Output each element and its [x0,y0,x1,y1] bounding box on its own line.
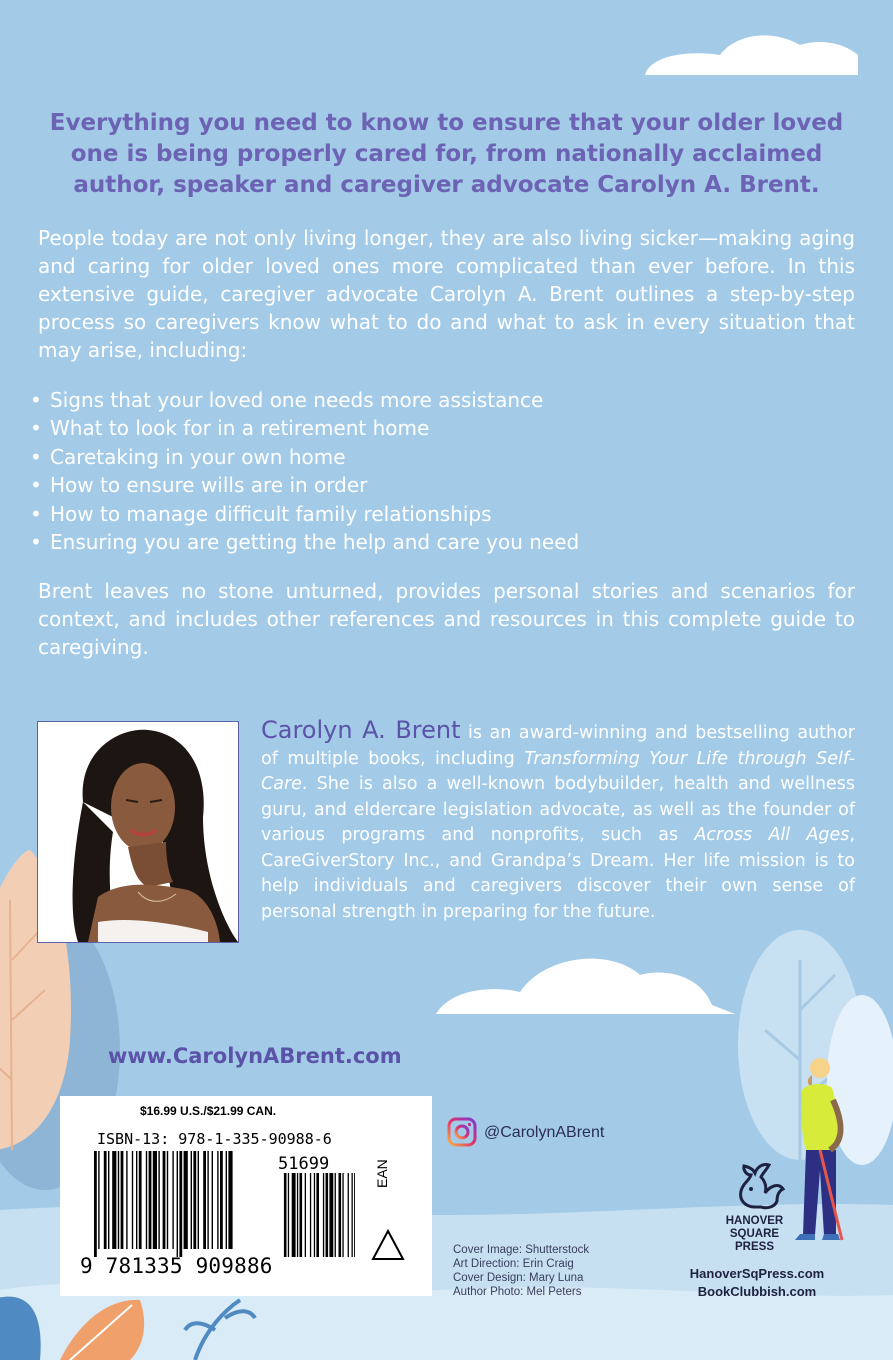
barcode-bar [212,1151,213,1249]
barcode-bar [217,1151,218,1249]
addon-bar [335,1173,336,1257]
topic-list [30,386,850,556]
barcode-bar [104,1151,107,1249]
barcode-bar [94,1151,97,1257]
barcode-bar [198,1151,199,1249]
barcode-bar [153,1151,157,1249]
barcode-bar [184,1151,188,1249]
bookclub-site[interactable]: BookClubbish.com [697,1284,817,1299]
list-item: • How to ensure wills are in order [30,471,850,499]
addon-bar [284,1173,287,1257]
price-label: $16.99 U.S./$21.99 CAN. [140,1104,277,1118]
barcode-bar [193,1151,196,1249]
social-handle[interactable]: @CarolynABrent [484,1124,605,1141]
list-item: • What to look for in a retirement home [30,414,850,442]
addon-bar [314,1173,315,1257]
author-photo [37,721,239,943]
cloud-middle [436,959,735,1014]
headline: Everything you need to know to ensure that your older loved one is being properly cared for, from nationally acclaimed author, speaker and caregiver advocate Carolyn A. Brent. [49,110,844,198]
triangle-icon [370,1228,406,1262]
barcode-bar [136,1151,137,1249]
closing-paragraph: Brent leaves no stone unturned, provides personal stories and scenarios for context, and includes other references and resources in this complete guide to caregiving. [38,579,855,659]
addon-bar [297,1173,298,1257]
ean-label: EAN [374,1159,390,1188]
addon-bar [348,1173,349,1257]
addon-digits: 51699 [278,1154,330,1174]
addon-bar [354,1173,355,1257]
barcode-bar [163,1151,166,1249]
addon-bar [316,1173,319,1257]
barcode-bar [132,1151,133,1249]
publisher-websites [682,1265,832,1301]
cover-credits [453,1243,589,1299]
addon-bar [323,1173,324,1257]
barcode-bar [118,1151,119,1249]
barcode-bar [226,1151,227,1249]
program-name: Across All Ages [694,825,850,845]
barcode-bar [177,1151,178,1257]
barcode-bar [98,1151,99,1249]
barcode-bar [139,1151,142,1249]
addon-bar [300,1173,303,1257]
author-name: Carolyn A. Brent [261,716,461,744]
cloud-top [645,35,858,75]
barcode-bar [220,1151,223,1249]
publisher-name: HANOVER SQUARE PRESS [725,1215,784,1253]
squirrel-logo-icon [727,1155,787,1213]
credit-line: Cover Image: Shutterstock [453,1244,590,1256]
addon-bar [288,1173,289,1257]
barcode-bar [108,1151,109,1249]
list-item: • Signs that your loved one needs more assistance [30,386,850,414]
addon-bar [326,1173,329,1257]
author-bio: Carolyn A. Brent is an award-winning and bestselling author of multiple books, including Transforming Your Life through Self-Care. She is also a well-known bodybuilder, health and wellness guru, and eldercare legislation advocate, as well as the founder of various programs and nonprofits, such as Across All Ages, CareGiverStory Inc., and Grandpa’s Dream. Her life mission is to help individuals and caregivers discover their own sense of personal strength in preparing for the future. [261,716,856,922]
book-title: Transforming Your Life through Self-Care [261,748,855,794]
barcode-bar [149,1151,152,1249]
intro-paragraph: People today are not only living longer, they are also living sicker—making aging and caring for older loved ones more complicated than ever before. In this extensive guide, caregiver advocate Carolyn A. Brent outlines a step-by-step process so caregivers know what to do and what to ask in every situation that may arise, including: [38,226,855,362]
barcode-bar [172,1151,173,1249]
addon-bar [305,1173,306,1257]
barcode-bar [126,1151,127,1249]
addon-bar [310,1173,311,1257]
barcode-box [60,1096,432,1296]
addon-bar [329,1173,333,1257]
credit-line: Cover Design: Mary Luna [453,1272,584,1284]
addon-bar [339,1173,342,1257]
barcode-bar [146,1151,147,1249]
barcode-bar [158,1151,159,1249]
publisher-site[interactable]: HanoverSqPress.com [689,1266,825,1281]
list-item: • How to manage difficult family relationships [30,500,850,528]
barcode-bar [112,1151,116,1249]
credit-line: Art Direction: Erin Craig [453,1258,574,1270]
barcode-bar [207,1151,208,1249]
isbn-label: ISBN-13: 978-1-335-90988-6 [97,1130,332,1148]
author-website[interactable]: www.CarolynABrent.com [108,1044,402,1068]
addon-bar [342,1173,343,1257]
credit-line: Author Photo: Mel Peters [453,1286,582,1298]
barcode-bar [167,1151,168,1249]
barcode-bar [191,1151,192,1249]
list-item: • Caretaking in your own home [30,443,850,471]
barcode-bar [179,1151,182,1257]
barcode-digits: 9 781335 909886 [80,1254,273,1278]
instagram-icon[interactable] [447,1117,477,1147]
list-item: • Ensuring you are getting the help and care you need [30,528,850,556]
barcode-bar [203,1151,206,1249]
barcode-bar [121,1151,124,1249]
addon-bar [292,1173,296,1257]
barcode-bar [228,1151,232,1249]
addon-bar [352,1173,353,1257]
